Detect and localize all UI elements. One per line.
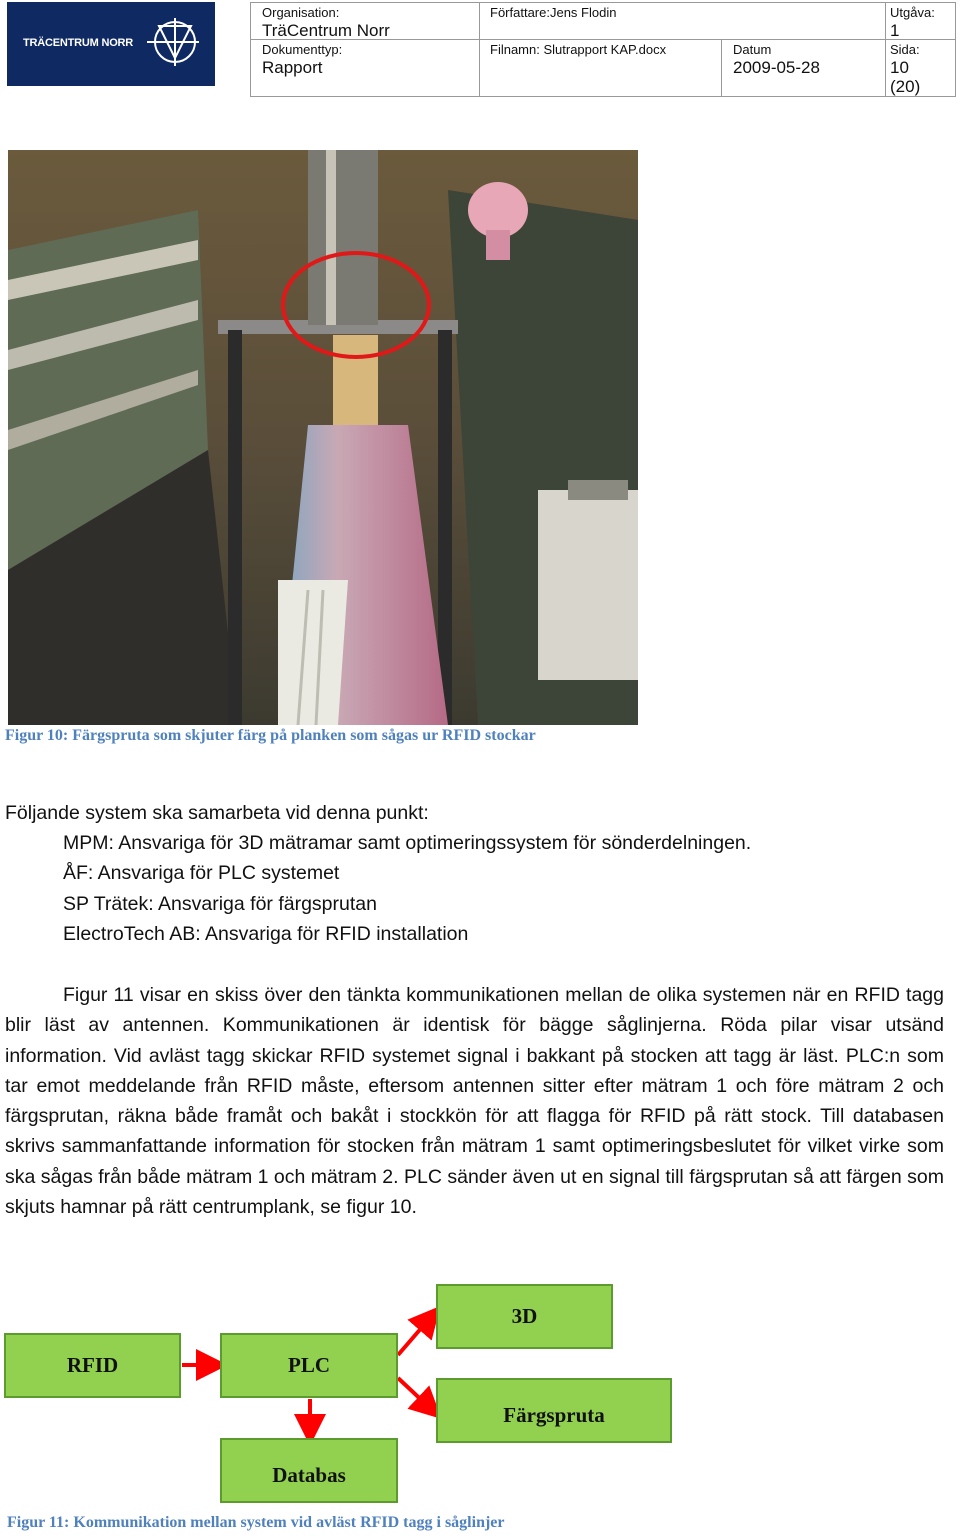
edition-label: Utgåva: — [890, 5, 935, 20]
list-item: ÅF: Ansvariga för PLC systemet — [63, 862, 340, 885]
author-text: Författare:Jens Flodin — [490, 5, 617, 20]
node-3d: 3D — [436, 1284, 613, 1349]
figure-11-caption: Figur 11: Kommunikation mellan system vid avläst RFID tagg i såglinjer — [7, 1514, 505, 1531]
figure-10-caption: Figur 10: Färgspruta som skjuter färg på planken som sågas ur RFID stockar — [5, 727, 536, 744]
arrow-plc-to-3d — [398, 1318, 430, 1355]
doctype-label: Dokumenttyp: — [262, 42, 343, 57]
page-value: 10 — [890, 58, 909, 77]
arrow-plc-to-fargspruta — [398, 1378, 430, 1408]
date-label: Datum — [733, 42, 772, 57]
list-item: MPM: Ansvariga för 3D mätramar samt optimeringssystem för sönderdelningen. — [63, 832, 752, 854]
organisation-label: Organisation: — [262, 5, 340, 20]
intro-text: Följande system ska samarbeta vid denna punkt: — [5, 802, 429, 824]
list-item: ElectroTech AB: Ansvariga för RFID installation — [63, 922, 469, 945]
logo-text: TRÄCENTRUM NORR — [23, 37, 134, 49]
edition-value: 1 — [890, 21, 900, 40]
node-fargspruta: Färgspruta — [436, 1378, 672, 1443]
node-databas: Databas — [220, 1438, 398, 1503]
filename-text: Filnamn: Slutrapport KAP.docx — [490, 42, 667, 57]
date-value: 2009-05-28 — [733, 58, 820, 77]
organisation-value: TräCentrum Norr — [262, 21, 390, 40]
page-label: Sida: — [890, 42, 920, 57]
list-item: SP Trätek: Ansvariga för färgsprutan — [63, 892, 377, 915]
page-total: (20) — [890, 77, 921, 96]
node-rfid: RFID — [4, 1333, 181, 1398]
doctype-value: Rapport — [262, 58, 323, 77]
node-plc: PLC — [220, 1333, 398, 1398]
body-paragraph: Figur 11 visar en skiss över den tänkta kommunikationen mellan de olika systemen när en RFID tagg blir läst av antennen. Kommunikationen är identisk för bägge såglinjerna. Röda pilar visar utsänd information. Vid avläst tagg skickar RFID systemet signal i bakkant på stocken att tagg är läst. PLC:n som tar emot meddelande från RFID måste, eftersom antennen sitter efter mätram 1 och före mätram 2 och färgsprutan, räkna både framåt och bakåt i stockkön för att flagga för RFID på rätt stock. Till databasen skrivs sammanfattande information för stocken från mätram 1 samt optimeringsbeslutet för vilket virke som ska sågas från både mätram 1 och mätram 2. PLC sänder även ut en signal till färgsprutan så att färgen som skjuts hamnar på rätt centrumplank, se figur 10. — [5, 984, 944, 1219]
